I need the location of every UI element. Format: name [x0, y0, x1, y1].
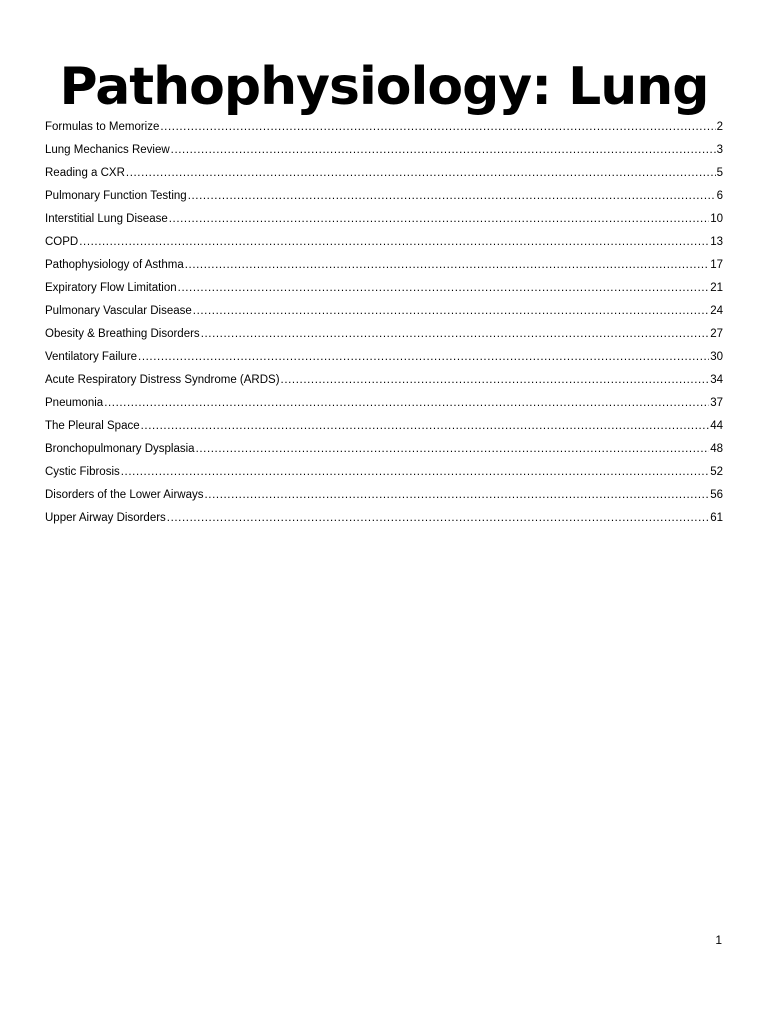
toc-dot-leader [160, 117, 715, 137]
page-title: Pathophysiology: Lung [59, 57, 709, 117]
toc-entry-page: 61 [710, 512, 723, 524]
toc-entry-formulas[interactable] [45, 117, 723, 140]
toc-entry-ards[interactable] [45, 370, 723, 393]
toc-dot-leader [281, 370, 710, 390]
toc-entry-title: Reading a CXR [45, 167, 125, 179]
toc-entry-obesity[interactable] [45, 324, 723, 347]
toc-dot-leader [167, 508, 709, 528]
toc-dot-leader [196, 439, 710, 459]
toc-entry-page: 34 [710, 374, 723, 386]
toc-entry-pneumonia[interactable] [45, 393, 723, 416]
toc-entry-page: 17 [710, 259, 723, 271]
toc-entry-pulmonary-vascular[interactable] [45, 301, 723, 324]
toc-entry-page: 2 [716, 121, 723, 133]
toc-dot-leader [141, 416, 710, 436]
table-of-contents [45, 117, 723, 531]
toc-entry-page: 56 [710, 489, 723, 501]
toc-entry-page: 21 [710, 282, 723, 294]
toc-entry-cystic-fibrosis[interactable] [45, 462, 723, 485]
toc-entry-page: 27 [710, 328, 723, 340]
toc-entry-page: 52 [710, 466, 723, 478]
toc-dot-leader [126, 163, 716, 183]
toc-entry-title: Pneumonia [45, 397, 104, 409]
toc-entry-bpd[interactable] [45, 439, 723, 462]
toc-entry-lower-airways[interactable] [45, 485, 723, 508]
toc-entry-title: Formulas to Memorize [45, 121, 160, 133]
toc-entry-title: Ventilatory Failure [45, 351, 138, 363]
toc-dot-leader [205, 485, 710, 505]
toc-entry-ild[interactable] [45, 209, 723, 232]
toc-dot-leader [193, 301, 709, 321]
toc-entry-reading-cxr[interactable] [45, 163, 723, 186]
toc-entry-lung-mechanics[interactable] [45, 140, 723, 163]
toc-dot-leader [121, 462, 709, 482]
toc-entry-title: Acute Respiratory Distress Syndrome (ARDS) [45, 374, 280, 386]
toc-entry-page: 48 [710, 443, 723, 455]
toc-dot-leader [185, 255, 709, 275]
toc-entry-title: Cystic Fibrosis [45, 466, 120, 478]
toc-entry-page: 24 [710, 305, 723, 317]
toc-entry-title: Interstitial Lung Disease [45, 213, 168, 225]
page-number: 1 [715, 933, 722, 947]
toc-dot-leader [79, 232, 709, 252]
toc-entry-ventilatory-failure[interactable] [45, 347, 723, 370]
toc-entry-page: 10 [710, 213, 723, 225]
toc-entry-page: 5 [716, 167, 723, 179]
toc-entry-page: 6 [716, 190, 723, 202]
toc-dot-leader [188, 186, 716, 206]
toc-entry-title: Pathophysiology of Asthma [45, 259, 184, 271]
toc-entry-title: Bronchopulmonary Dysplasia [45, 443, 195, 455]
toc-entry-pft[interactable] [45, 186, 723, 209]
toc-entry-asthma[interactable] [45, 255, 723, 278]
toc-entry-title: Pulmonary Function Testing [45, 190, 187, 202]
toc-entry-upper-airway[interactable] [45, 508, 723, 531]
toc-dot-leader [201, 324, 710, 344]
toc-entry-title: COPD [45, 236, 79, 248]
toc-entry-page: 44 [710, 420, 723, 432]
toc-entry-page: 3 [716, 144, 723, 156]
toc-entry-page: 37 [710, 397, 723, 409]
toc-entry-title: The Pleural Space [45, 420, 140, 432]
toc-dot-leader [169, 209, 709, 229]
toc-dot-leader [104, 393, 709, 413]
toc-entry-title: Disorders of the Lower Airways [45, 489, 204, 501]
toc-entry-title: Lung Mechanics Review [45, 144, 170, 156]
toc-entry-page: 30 [710, 351, 723, 363]
toc-entry-title: Upper Airway Disorders [45, 512, 166, 524]
toc-entry-title: Obesity & Breathing Disorders [45, 328, 200, 340]
toc-entry-title: Expiratory Flow Limitation [45, 282, 177, 294]
toc-entry-page: 13 [710, 236, 723, 248]
toc-dot-leader [138, 347, 709, 367]
toc-entry-expiratory-flow[interactable] [45, 278, 723, 301]
toc-entry-title: Pulmonary Vascular Disease [45, 305, 192, 317]
toc-entry-copd[interactable] [45, 232, 723, 255]
toc-dot-leader [178, 278, 710, 298]
toc-dot-leader [171, 140, 716, 160]
toc-entry-pleural-space[interactable] [45, 416, 723, 439]
